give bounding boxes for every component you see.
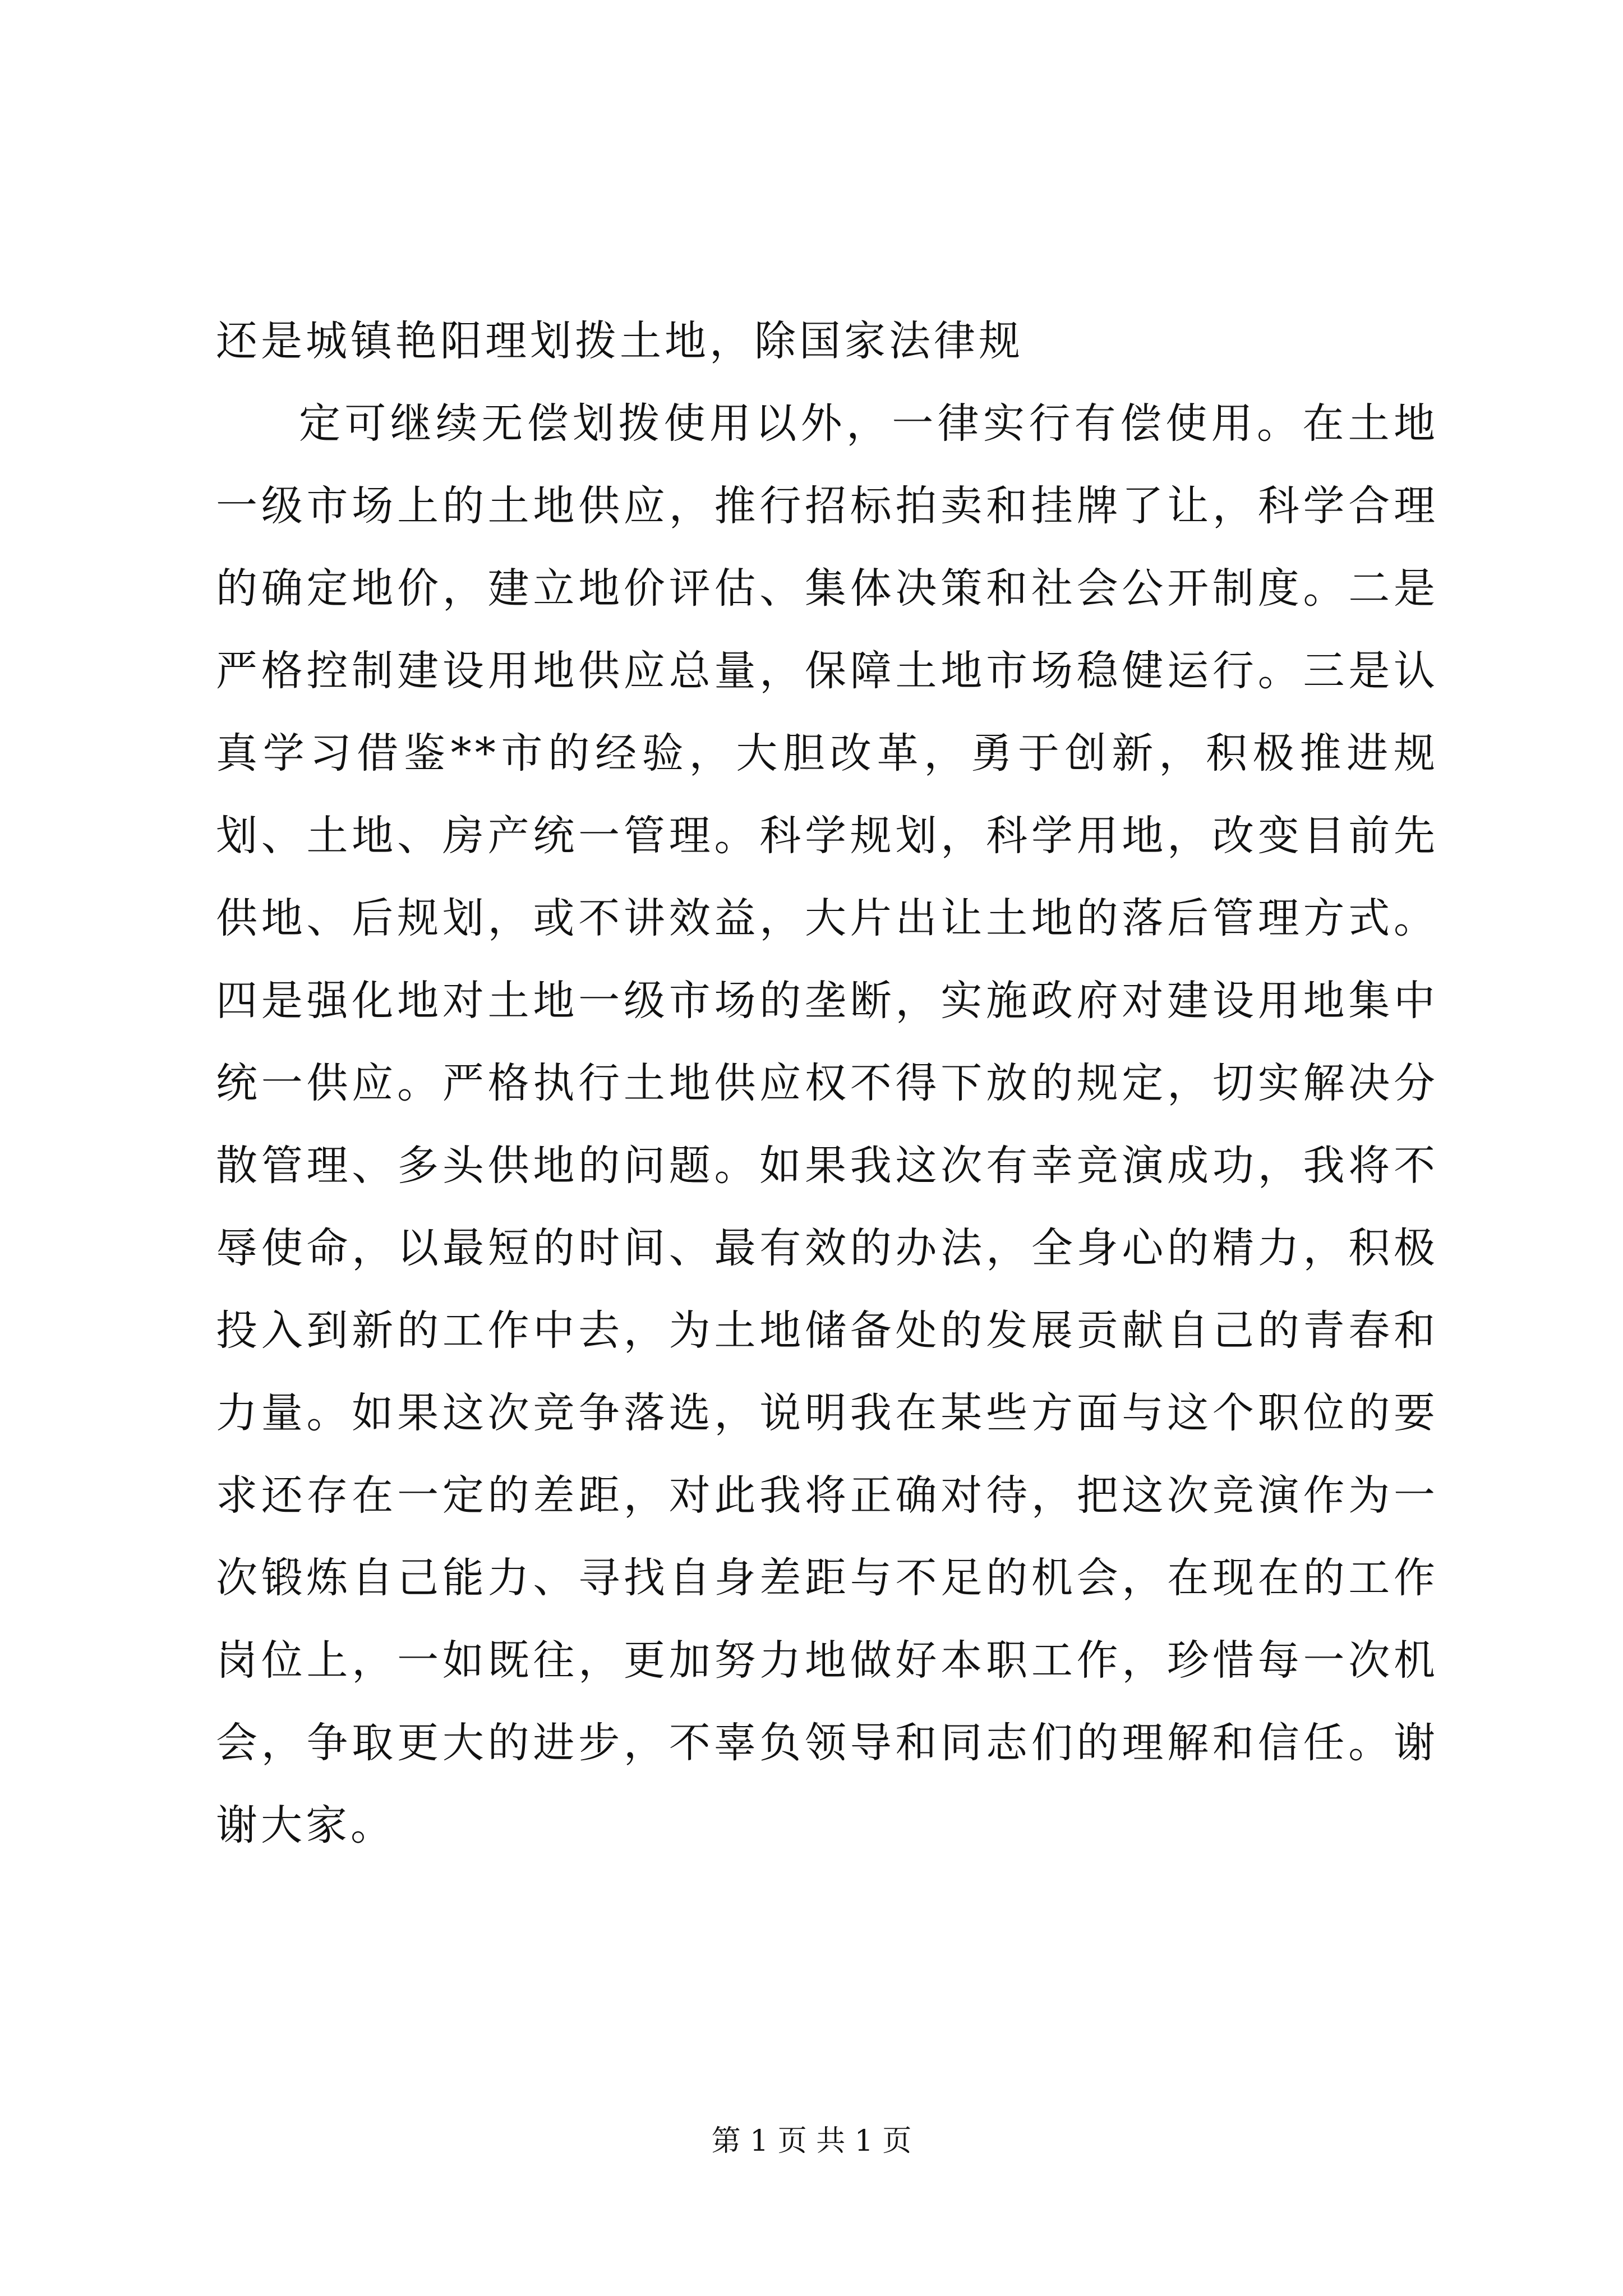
paragraph-main: 定可继续无偿划拨使用以外，一律实行有偿使用。在土地一级市场上的土地供应，推行招标拍卖和挂牌了让，科学合理的确定地价，建立地价评估、集体决策和社会公开制度。二是严格控制建设用地供应总量，保障土地市场稳健运行。三是认真学习借鉴**市的经验，大胆改革，勇于创新，积极推进规划、土地、房产统一管理。科学规划，科学用地，改变目前先供地、后规划，或不讲效益，大片出让土地的落后管理方式。四是强化地对土地一级市场的垄断，实施政府对建设用地集中统一供应。严格执行土地供应权不得下放的规定，切实解决分散管理、多头供地的问题。如果我这次有幸竞演成功，我将不辱使命，以最短的时间、最有效的办法，全身心的精力，积极投入到新的工作中去，为土地储备处的发展贡献自己的青春和力量。如果这次竞争落选，说明我在某些方面与这个职位的要求还存在一定的差距，对此我将正确对待，把这次竞演作为一次锻炼自己能力、寻找自身差距与不足的机会，在现在的工作岗位上，一如既往，更加努力地做好本职工作，珍惜每一次机会，争取更大的进步，不辜负领导和同志们的理解和信任。谢谢大家。 bbox=[216, 399, 1438, 1849]
document-body bbox=[216, 300, 1438, 1867]
page-footer: 第 1 页 共 1 页 bbox=[711, 2124, 912, 2158]
paragraph-continuation: 还是城镇艳阳理划拨土地，除国家法律规 bbox=[216, 317, 1023, 365]
